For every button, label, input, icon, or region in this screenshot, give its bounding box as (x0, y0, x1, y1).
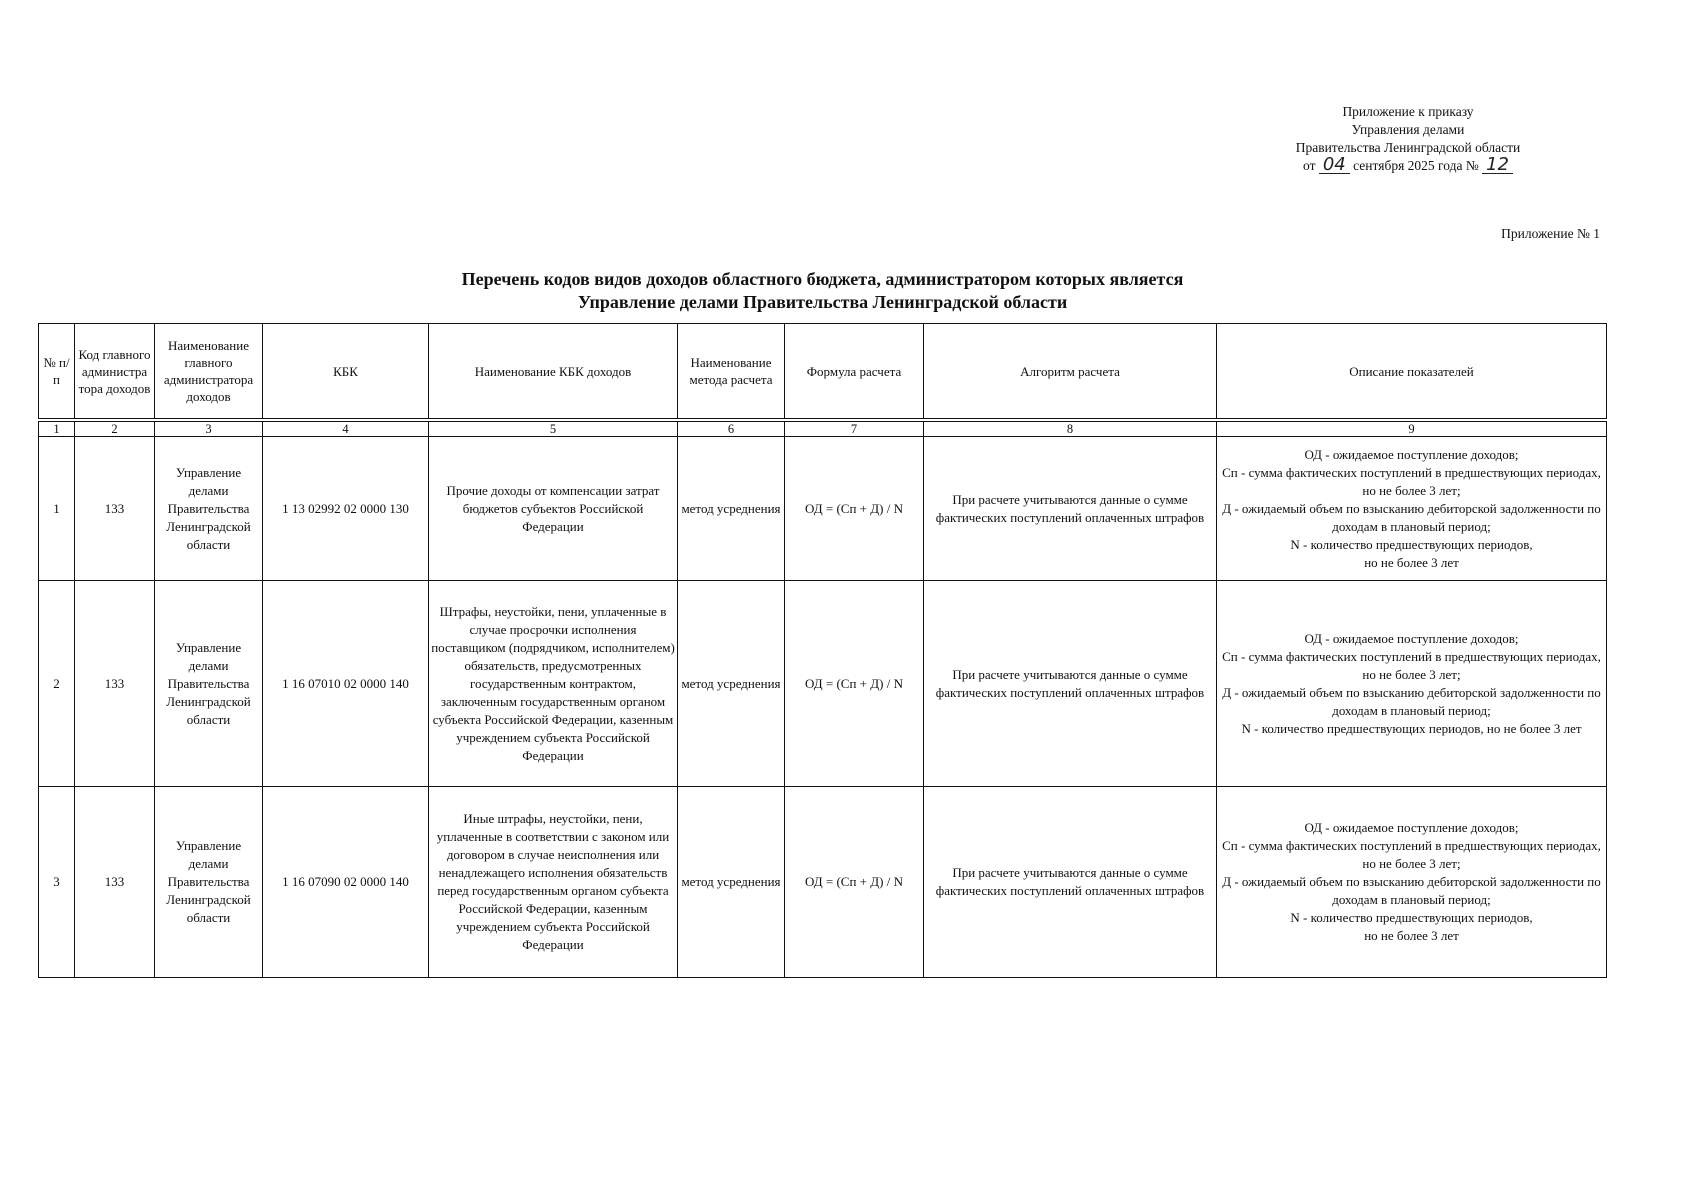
column-number: 8 (924, 420, 1217, 437)
description-line: но не более 3 лет (1364, 928, 1459, 943)
admin-code: 133 (75, 581, 155, 787)
admin-name: Управление делами Правительства Ленинградской области (155, 437, 263, 581)
approval-line-1: Приложение к приказу (1342, 104, 1474, 119)
title-line-1: Перечень кодов видов доходов областного бюджета, администратором которых является (461, 269, 1184, 289)
kbk-name: Прочие доходы от компенсации затрат бюджетов субъектов Российской Федерации (429, 437, 678, 581)
header-cell: Описание показателей (1217, 324, 1607, 421)
kbk-code: 1 13 02992 02 0000 130 (263, 437, 429, 581)
approval-line-3: Правительства Ленинградской области (1295, 140, 1521, 155)
description-line: N - количество предшествующих периодов, но не более 3 лет (1241, 720, 1582, 736)
header-cell: Наименование метода расчета (678, 324, 785, 421)
column-number: 2 (75, 420, 155, 437)
description-line: ОД - ожидаемое поступление доходов; (1304, 820, 1519, 835)
row-number: 1 (39, 437, 75, 581)
description-line: N - количество предшествующих периодов, (1290, 910, 1533, 925)
kbk-code: 1 16 07090 02 0000 140 (263, 787, 429, 978)
indicator-description (1217, 437, 1607, 581)
algorithm: При расчете учитываются данные о сумме фактических поступлений оплаченных штрафов (924, 437, 1217, 581)
description-line: ОД - ожидаемое поступление доходов; (1304, 446, 1519, 462)
row-number: 3 (39, 787, 75, 978)
table-row (39, 581, 1607, 787)
document-title (300, 268, 1345, 314)
formula: ОД = (Сп + Д) / N (785, 581, 924, 787)
date-middle: сентября 2025 года № (1353, 158, 1479, 173)
formula: ОД = (Сп + Д) / N (785, 787, 924, 978)
description-line: Д - ожидаемый объем по взысканию дебиторской задолженности по доходам в плановый период; (1222, 874, 1601, 907)
column-number-row (39, 420, 1607, 437)
admin-code: 133 (75, 787, 155, 978)
admin-code: 133 (75, 437, 155, 581)
column-number: 7 (785, 420, 924, 437)
kbk-code: 1 16 07010 02 0000 140 (263, 581, 429, 787)
approval-line-2: Управления делами (1351, 122, 1465, 137)
appendix-number: Приложение № 1 (1501, 226, 1600, 241)
method-name: метод усреднения (678, 787, 785, 978)
description-line: Сп - сумма фактических поступлений в предшествующих периодах, но не более 3 лет; (1222, 464, 1601, 498)
description-line: Д - ожидаемый объем по взысканию дебиторской задолженности по доходам в плановый период; (1222, 500, 1601, 534)
header-cell: Алгоритм расчета (924, 324, 1217, 421)
description-line: Сп - сумма фактических поступлений в предшествующих периодах, но не более 3 лет; (1222, 838, 1601, 871)
admin-name: Управление делами Правительства Ленинградской области (155, 581, 263, 787)
table-row (39, 787, 1607, 978)
description-line: но не более 3 лет (1364, 554, 1459, 570)
column-number: 3 (155, 420, 263, 437)
header-cell: Формула расчета (785, 324, 924, 421)
handwritten-day: 04 (1319, 157, 1350, 174)
column-number: 6 (678, 420, 785, 437)
formula: ОД = (Сп + Д) / N (785, 437, 924, 581)
algorithm: При расчете учитываются данные о сумме фактических поступлений оплаченных штрафов (924, 787, 1217, 978)
row-number: 2 (39, 581, 75, 787)
kbk-name: Иные штрафы, неустойки, пени, уплаченные в соответствии с законом или договором в случае неисполнения или ненадлежащего исполнения обязательств перед государственным органом субъекта Российской Федерации, казенным учреждением субъекта Российской Федерации (429, 787, 678, 978)
table-row (39, 437, 1607, 581)
income-codes-table (38, 323, 1607, 978)
header-cell: КБК (263, 324, 429, 421)
column-number: 1 (39, 420, 75, 437)
indicator-description (1217, 787, 1607, 978)
approval-date-line (1238, 154, 1578, 175)
header-cell: Наименование главного администратора доходов (155, 324, 263, 421)
description-line: ОД - ожидаемое поступление доходов; (1304, 630, 1519, 646)
description-line: Сп - сумма фактических поступлений в предшествующих периодах, но не более 3 лет; (1222, 648, 1601, 682)
column-number: 9 (1217, 420, 1607, 437)
title-line-2: Управление делами Правительства Ленинградской области (577, 292, 1068, 312)
kbk-name: Штрафы, неустойки, пени, уплаченные в случае просрочки исполнения поставщиком (подрядчиком, исполнителем) обязательств, предусмотренных государственным контрактом, заключенным государственным органом субъекта Российской Федерации, казенным учреждением субъекта Российской Федерации (429, 581, 678, 787)
approval-block (1238, 103, 1578, 175)
header-cell: № п/п (39, 324, 75, 421)
admin-name: Управление делами Правительства Ленинградской области (155, 787, 263, 978)
handwritten-number: 12 (1482, 157, 1513, 174)
date-prefix: от (1303, 158, 1316, 173)
header-cell: Наименование КБК доходов (429, 324, 678, 421)
method-name: метод усреднения (678, 581, 785, 787)
header-cell: Код главного администра тора доходов (75, 324, 155, 421)
indicator-description (1217, 581, 1607, 787)
description-line: N - количество предшествующих периодов, (1290, 536, 1533, 552)
description-line: Д - ожидаемый объем по взысканию дебиторской задолженности по доходам в плановый период; (1222, 684, 1601, 718)
column-number: 5 (429, 420, 678, 437)
column-number: 4 (263, 420, 429, 437)
algorithm: При расчете учитываются данные о сумме фактических поступлений оплаченных штрафов (924, 581, 1217, 787)
method-name: метод усреднения (678, 437, 785, 581)
header-row (39, 324, 1607, 421)
